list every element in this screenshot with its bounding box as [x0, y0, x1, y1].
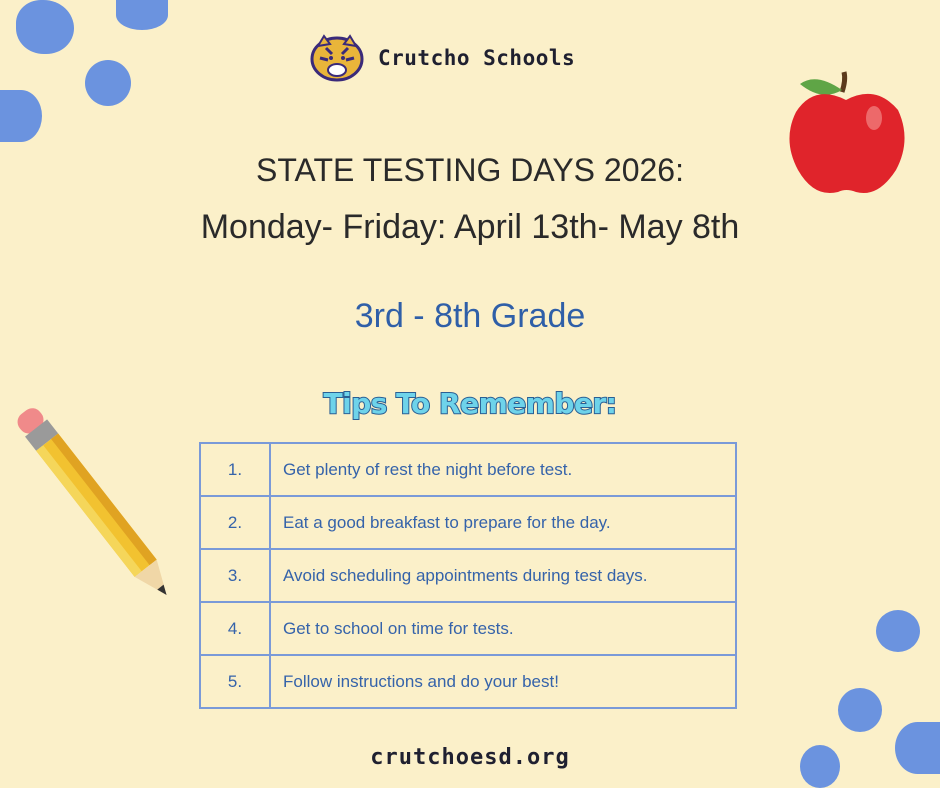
tip-number: 2.: [200, 496, 270, 549]
page-title: STATE TESTING DAYS 2026:: [256, 152, 684, 188]
table-row: [200, 496, 736, 549]
paint-blob: [876, 610, 920, 652]
paint-blob: [16, 0, 74, 54]
tips-heading: Tips To Remember:: [323, 387, 617, 420]
testing-dates: Monday- Friday: April 13th- May 8th: [200, 208, 740, 246]
tip-number: 5.: [200, 655, 270, 708]
table-row: [200, 602, 736, 655]
tip-text: Follow instructions and do your best!: [270, 655, 736, 708]
pencil-icon: [10, 398, 180, 613]
tips-table: [199, 442, 737, 709]
school-name: Crutcho Schools: [378, 46, 576, 70]
paint-blob: [0, 90, 42, 142]
grade-range: 3rd - 8th Grade: [354, 297, 586, 335]
tiger-mascot-icon: [310, 34, 364, 82]
paint-blob: [838, 688, 882, 732]
tip-number: 1.: [200, 443, 270, 496]
tip-text: Eat a good breakfast to prepare for the day.: [270, 496, 736, 549]
tip-text: Get to school on time for tests.: [270, 602, 736, 655]
tip-text: Avoid scheduling appointments during test days.: [270, 549, 736, 602]
table-row: [200, 443, 736, 496]
tip-number: 4.: [200, 602, 270, 655]
table-row: [200, 549, 736, 602]
table-row: [200, 655, 736, 708]
tip-number: 3.: [200, 549, 270, 602]
tip-text: Get plenty of rest the night before test.: [270, 443, 736, 496]
paint-blob: [116, 0, 168, 30]
website-link[interactable]: crutchoesd.org: [370, 745, 570, 770]
paint-blob: [85, 60, 131, 106]
brand-header: [310, 34, 575, 82]
